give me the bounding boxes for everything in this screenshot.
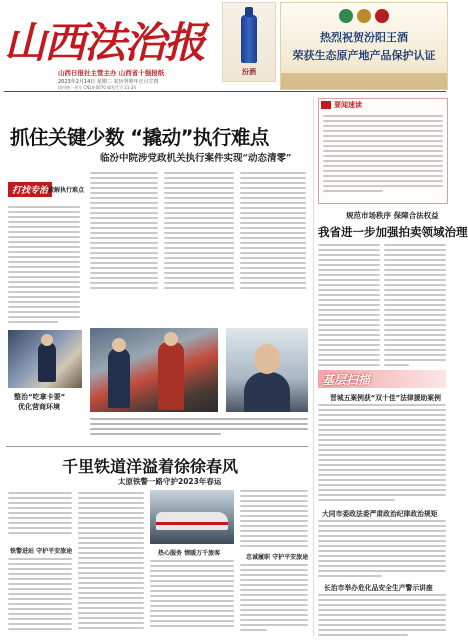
column-rule [313,96,314,636]
bottom-headline: 千里铁道洋溢着徐徐春风 [62,457,239,476]
bottom-col-3 [150,560,234,630]
center-photo-main [90,328,218,412]
train-icon [156,512,228,530]
bottom-col-2 [78,492,144,632]
bottom-col-1b [8,558,72,633]
digest-title: 要闻速读 [334,101,362,109]
left-caption-1: 整治“吃拿卡要” [14,393,66,401]
ad-headline-1: 热烈祝贺汾阳王酒 [320,31,408,44]
top-advertisement [280,2,448,90]
person-figure-icon [158,342,184,410]
masthead-date: 2023年2月14日 星期二 农历癸卯年正月廿四 [58,79,159,85]
masthead [0,0,450,92]
portrait-head-icon [254,344,280,374]
bottom-subheadline: 太原铁警一路守护2023年春运 [118,477,222,486]
bottom-col-3-subhead: 热心服务 情暖万千旅客 [158,550,221,557]
officer-head-icon [112,338,126,352]
digest-tag [321,101,331,109]
foundation-item-2-text [318,520,446,580]
main-headline: 抓住关键少数 “撬动”执行难点 [10,126,269,149]
person-head-icon [164,332,178,346]
center-article-col-1 [90,172,158,292]
auction-article-col-1 [318,244,380,369]
kicker-label: 破解执行难点 [48,187,85,194]
figure-icon [38,342,56,382]
portrait-body-icon [244,372,290,412]
main-subheadline: 临汾中院涉党政机关执行案件实现“动态清零” [100,153,292,164]
bottle-brand: 汾酒 [242,68,256,76]
masthead-code: 国内统一刊号 CN14-0070 邮发代号 21-24 [58,85,136,90]
bottom-col-1 [8,492,72,537]
officer-figure-icon [108,348,130,408]
bottom-col-1-subhead: 铁警进站 守护平安旅途 [10,548,73,555]
left-kicker [8,182,85,200]
auction-subheadline: 规范市场秩序 保障合法权益 [346,211,439,220]
foundation-item-1-text [318,404,446,504]
bottle-neck-icon [245,7,253,17]
bottom-col-4-subhead: 忠诚履职 守护平安旅途 [246,554,309,561]
train-station-photo [150,490,234,544]
section-divider [6,446,308,447]
ad-logo-icon-3 [375,9,389,23]
bottle-ad [222,2,276,82]
foundation-item-3-title: 长治市举办危化品安全生产警示讲座 [324,584,433,592]
photo-caption-text [90,418,308,438]
news-digest-box [318,98,448,204]
bottom-col-4b [240,564,308,634]
foundation-banner [318,370,446,388]
bottom-col-4 [240,490,308,550]
foundation-item-1-title: 晋城五案例获“双十佳”法律援助案例 [330,394,441,402]
ad-footer-band [281,73,447,89]
digest-text [323,115,443,195]
center-article-col-3 [240,172,306,292]
foundation-item-3-text [318,594,446,639]
ad-logo-icon-2 [357,9,371,23]
bottle-icon [241,15,257,63]
train-stripe-icon [156,522,228,525]
left-caption-2: 优化营商环境 [18,403,60,411]
newspaper-logo: 山西法治报 [4,18,205,67]
masthead-divider [4,91,446,92]
kicker-badge: 打找专治 [8,182,52,197]
auction-article-col-2 [384,244,446,369]
masthead-slogan: 山西日报社主管主办 山西省十强报纸 [58,69,165,77]
foundation-title: 基层扫描 [322,373,371,387]
ad-logo-icon [339,9,353,23]
foundation-item-2-title: 大同市委政法委严肃政治纪律政治规矩 [322,510,438,518]
police-photo [8,330,82,388]
left-article-text [8,206,80,326]
figure-head-icon [41,334,53,346]
center-article-col-2 [164,172,234,292]
center-photo-portrait [226,328,308,412]
auction-headline: 我省进一步加强拍卖领域治理 [318,225,468,239]
ad-headline-2: 荣获生态原产地产品保护认证 [292,49,436,62]
